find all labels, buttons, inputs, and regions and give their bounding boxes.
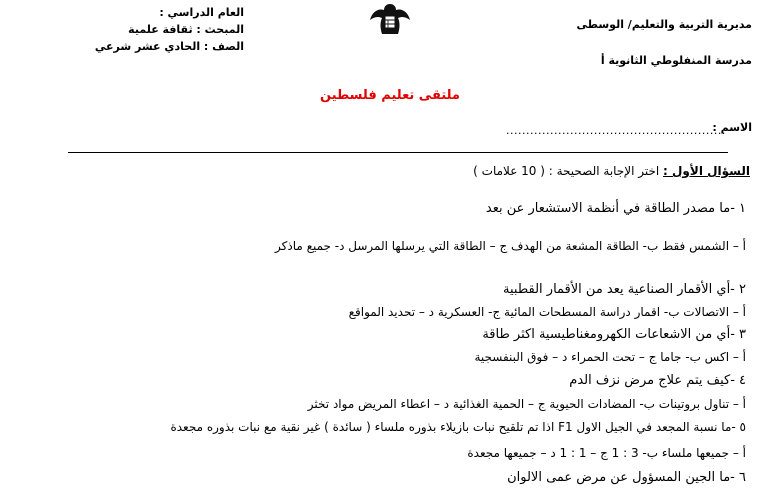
question-2: ٢ -أي الأقمار الصناعية يعد من الأقمار القطبية: [503, 282, 746, 297]
question-2-options: أ – الاتصالات ب- اقمار دراسة المسطحات المائية ج- العسكرية د – تحديد المواقع: [348, 305, 746, 319]
name-blank[interactable]: .......................................................: [506, 124, 726, 137]
school-name: مدرسة المنفلوطي الثانوية أ: [600, 54, 752, 67]
question-1: ١ -ما مصدر الطاقة في أنظمة الاستشعار عن بعد: [485, 201, 746, 216]
question-4-options: أ – تناول بروتينات ب- المضادات الحيوية ج – الحمية الغذائية د – اعطاء المريض مواد تخثر: [307, 397, 746, 411]
question-3: ٣ -أي من الاشعاعات الكهرومغناطيسية اكثر طاقة: [482, 327, 746, 342]
question-5-options: أ – جميعها ملساء ب- 3 : 1 ج – 1 : 1 د – جميعها مجعدة: [467, 446, 746, 460]
section-heading: السؤال الأول :: [663, 164, 750, 178]
palestine-eagle-emblem: [368, 0, 412, 38]
subject-label: المبحث : ثقافة علمية: [128, 23, 244, 36]
section-instruction: اختر الإجابة الصحيحة : ( 10 علامات ): [473, 164, 660, 178]
question-1-options: أ – الشمس فقط ب- الطاقة المشعة من الهدف ج – الطاقة التي يرسلها المرسل د- جميع ماذكر: [275, 239, 746, 253]
section-heading-row: [473, 164, 750, 178]
question-3-options: أ – اكس ب- جاما ج – تحت الحمراء د – فوق البنفسجية: [474, 350, 746, 364]
directorate-label: مديرية التربية والتعليم/ الوسطى: [576, 18, 752, 31]
grade-label: الصف : الحادي عشر شرعي: [94, 40, 244, 53]
page-title: ملتقى تعليم فلسطين: [320, 88, 460, 103]
header-divider: [68, 152, 728, 153]
academic-year-label: العام الدراسي :: [159, 6, 244, 19]
name-label: الاسم :: [712, 121, 752, 134]
question-4: ٤ -كيف يتم علاج مرض نزف الدم: [569, 373, 746, 388]
question-6: ٦ -ما الجين المسؤول عن مرض عمى الالوان: [507, 470, 746, 485]
question-5: ٥ -ما نسبة المجعد في الجيل الاول F1 اذا تم تلقيح نبات بازيلاء بذوره ملساء ( سائدة ) غير نقية مع نبات بذوره مجعدة: [170, 420, 746, 434]
